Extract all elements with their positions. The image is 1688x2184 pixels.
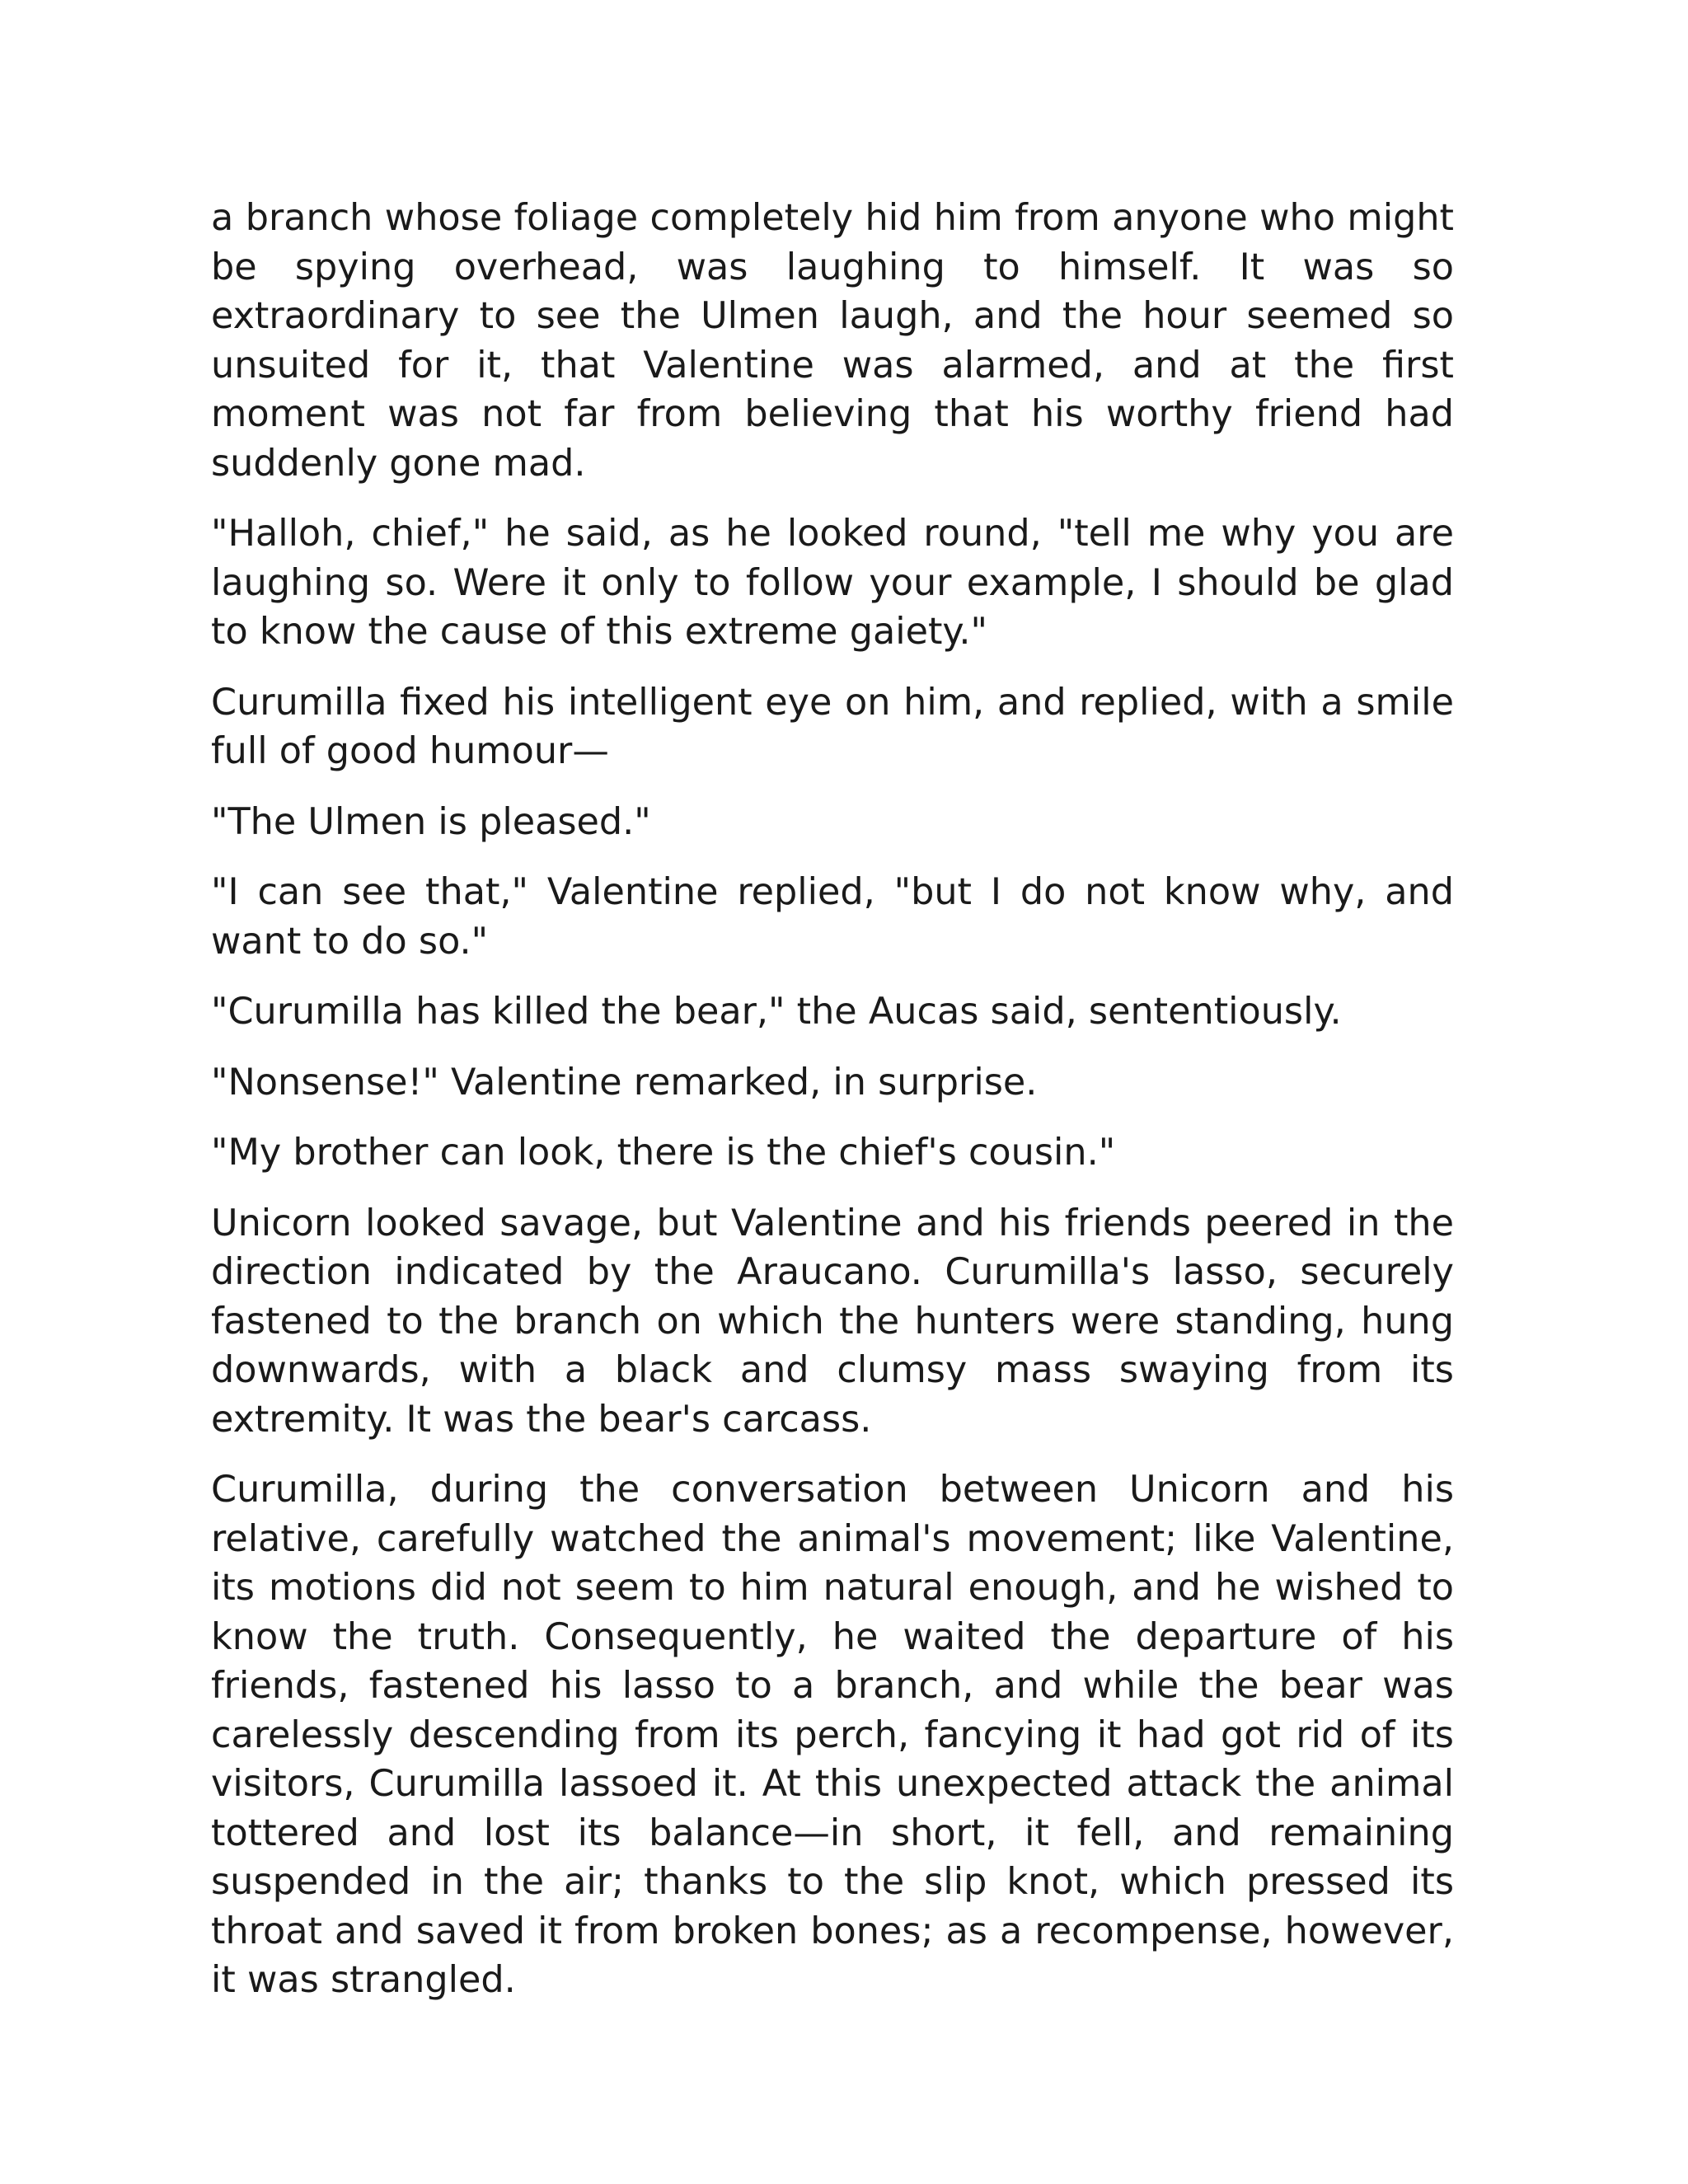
paragraph-6: "Curumilla has killed the bear," the Aucas said, sententiously. (211, 991, 1342, 1033)
paragraph-8: "My brother can look, there is the chief's cousin." (211, 1132, 1116, 1174)
paragraph-9: Unicorn looked savage, but Valentine and his friends peered in the direction indicated by the Araucano. Curumilla's lasso, securely fastened to the branch on which the hunters were standing, hung downwards, with a black and clumsy mass swaying from its extremity. It was the bear's carcass. (211, 1202, 1454, 1441)
body-text (211, 194, 1454, 2027)
paragraph-4: "The Ulmen is pleased." (211, 800, 651, 843)
paragraph-1: a branch whose foliage completely hid him from anyone who might be spying overhead, was laughing to himself. It was so extraordinary to see the Ulmen laugh, and the hour seemed so unsuited for it, that Valentine was alarmed, and at the first moment was not far from believing that his worthy friend had suddenly gone mad. (211, 197, 1454, 485)
paragraph-2: "Halloh, chief," he said, as he looked round, "tell me why you are laughing so. Were it only to follow your example, I should be glad to know the cause of this extreme gaiety." (211, 513, 1454, 653)
paragraph-3: Curumilla fixed his intelligent eye on him, and replied, with a smile full of good humour— (211, 681, 1454, 772)
paragraph-7: "Nonsense!" Valentine remarked, in surprise. (211, 1061, 1038, 1104)
paragraph-5: "I can see that," Valentine replied, "but I do not know why, and want to do so." (211, 871, 1454, 963)
paragraph-10: Curumilla, during the conversation between Unicorn and his relative, carefully watched the animal's movement; like Valentine, its motions did not seem to him natural enough, and he wished to know the truth. Consequently, he waited the departure of his friends, fastened his lasso to a branch, and while the bear was carelessly descending from its perch, fancying it had got rid of its visitors, Curumilla lassoed it. At this unexpected attack the animal tottered and lost its balance—in short, it fell, and remaining suspended in the air; thanks to the slip knot, which pressed its throat and saved it from broken bones; as a recompense, however, it was strangled. (211, 1469, 1454, 2001)
